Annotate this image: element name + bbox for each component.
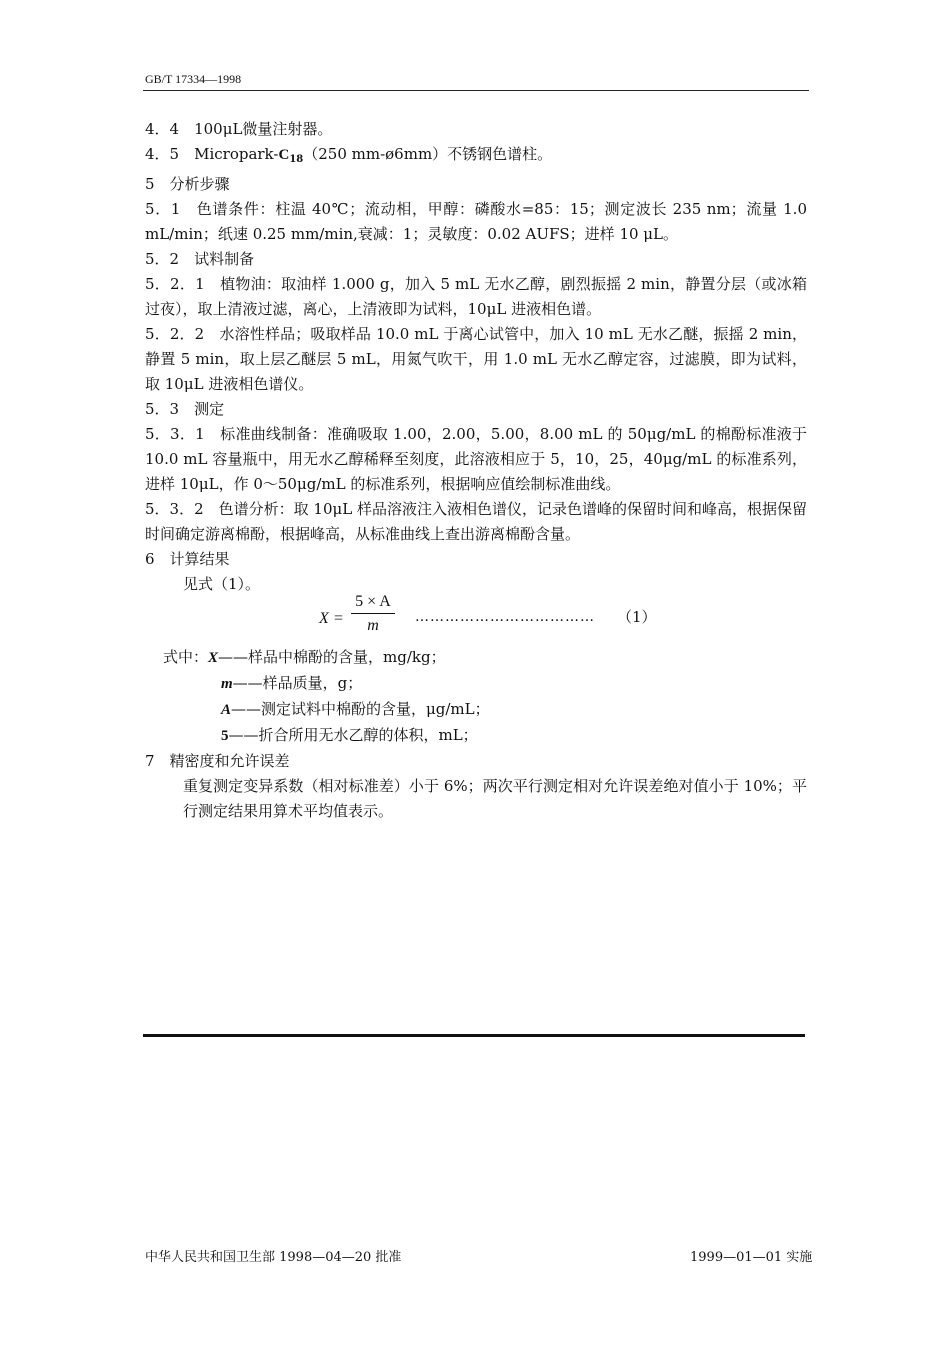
effective-date: 1999—01—01 实施 xyxy=(690,1250,813,1265)
column-c-letter: C xyxy=(278,147,290,163)
section-6-heading: 6 计算结果 xyxy=(145,550,230,568)
formula-number: （1） xyxy=(617,608,657,626)
precision-paragraph: 重复测定变异系数（相对标准差）小于 6%；两次平行测定相对允许误差绝对值小于 10%；平行测定结果用算术平均值表示。 xyxy=(183,777,807,820)
section-5-heading: 5 分析步骤 xyxy=(145,175,230,193)
definition-row xyxy=(145,697,807,723)
clause-4-5-tail: （250 mm-ø6mm）不锈钢色谱柱。 xyxy=(303,145,553,163)
clause-5-2-2: 5．2．2 水溶性样品；吸取样品 10.0 mL 于离心试管中，加入 10 mL 无水乙醚，振摇 2 min，静置 5 min，取上层乙醚层 5 mL，用氮气吹干，用 1.0 mL 无水乙醇定容，过滤膜，即为试料，取 10μL 进液相色谱仪。 xyxy=(145,325,807,393)
definition-row xyxy=(145,671,807,697)
column-subscript: 18 xyxy=(289,154,304,165)
definition-row xyxy=(145,723,807,749)
definition-symbol: 5 xyxy=(221,728,229,744)
clause-5-3: 5．3 测定 xyxy=(145,400,225,418)
formula-leader-dots: ……………………………… xyxy=(415,609,595,625)
definition-symbol: m xyxy=(221,676,233,692)
definition-lead: 式中： xyxy=(163,648,209,666)
clause-4-5 xyxy=(145,142,807,172)
formula xyxy=(145,593,807,645)
formula-numerator: 5 × A xyxy=(351,591,395,614)
definition-row xyxy=(145,645,807,671)
definition-symbol: X xyxy=(208,650,219,666)
definition-text: ——测定试料中棉酚的含量，μg/mL； xyxy=(231,700,490,718)
approval-date: 中华人民共和国卫生部 1998—04—20 批准 xyxy=(145,1250,402,1265)
clause-5-2: 5．2 试料制备 xyxy=(145,250,255,268)
clause-5-3-2: 5．3．2 色谱分析：取 10μL 样品溶液注入液相色谱仪，记录色谱峰的保留时间和峰高，根据保留时间确定游离棉酚，根据峰高，从标准曲线上查出游离棉酚含量。 xyxy=(145,500,807,543)
clause-5-3-1: 5．3．1 标准曲线制备：准确吸取 1.00，2.00，5.00，8.00 mL 的 50μg/mL 的棉酚标准液于 10.0 mL 容量瓶中，用无水乙醇稀释至刻度，此溶液相应于 5，10，25，40μg/mL 的标准系列，进样 10μL，作 0～50μg/mL 的标准系列，根据响应值绘制标准曲线。 xyxy=(145,425,807,493)
clause-4-4: 4．4 100μL微量注射器。 xyxy=(145,120,333,138)
formula-lhs: X xyxy=(319,610,329,627)
formula-fraction xyxy=(351,591,395,638)
formula-denominator: m xyxy=(367,617,379,634)
end-rule xyxy=(143,1034,805,1037)
clause-4-5-lead: 4．5 Micropark- xyxy=(145,145,279,163)
definition-text: ——样品中棉酚的含量，mg/kg； xyxy=(218,648,446,666)
section-7-heading: 7 精密度和允许误差 xyxy=(145,752,290,770)
header-rule xyxy=(143,90,809,91)
formula-equals: = xyxy=(334,610,344,627)
definition-text: ——样品质量，g； xyxy=(232,674,363,692)
definition-text: ——折合所用无水乙醇的体积，mL； xyxy=(228,726,478,744)
clause-5-2-1: 5．2．1 植物油：取油样 1.000 g，加入 5 mL 无水乙醇，剧烈振摇 2 min，静置分层（或冰箱过夜），取上清液过滤，离心，上清液即为试料，10μL 进液相色谱。 xyxy=(145,275,807,318)
clause-5-1: 5．1 色谱条件：柱温 40℃；流动相，甲醇：磷酸水=85：15；测定波长 235 nm；流量 1.0 mL/min；纸速 0.25 mm/min,衰减：1；灵敏度：0.02 AUFS；进样 10 μL。 xyxy=(145,200,807,243)
formula-reference: 见式（1）。 xyxy=(183,575,261,593)
standard-code: GB/T 17334—1998 xyxy=(145,72,242,86)
definition-symbol: A xyxy=(221,702,232,718)
document-body xyxy=(145,117,807,824)
